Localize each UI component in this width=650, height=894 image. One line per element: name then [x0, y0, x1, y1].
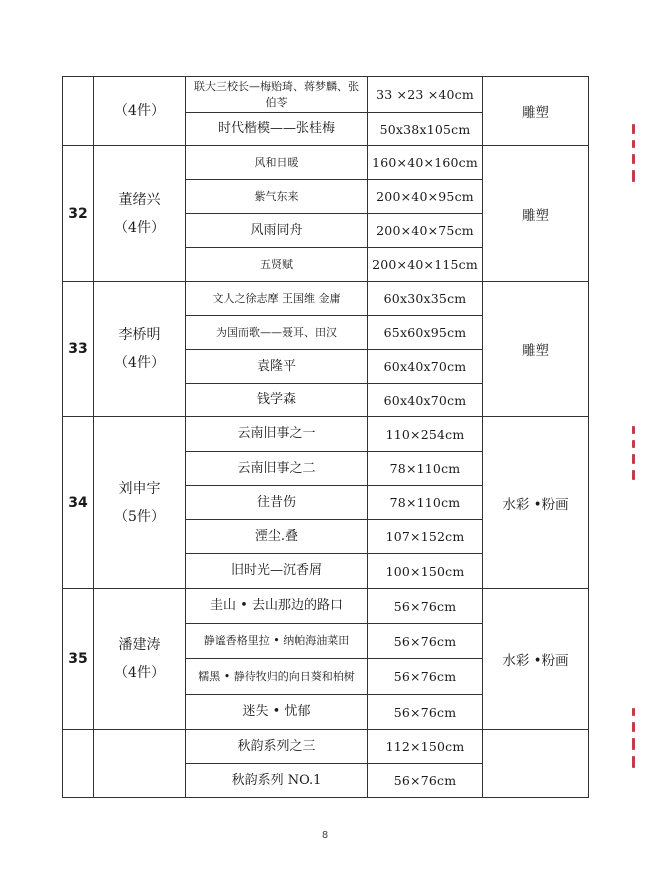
- work-size: 160×40×160cm: [368, 146, 483, 180]
- work-title: 紫气东来: [186, 180, 368, 214]
- work-title: 云南旧事之一: [186, 417, 368, 452]
- page-number: 8: [321, 830, 329, 841]
- work-size: 50x38x105cm: [368, 113, 483, 146]
- work-size: 200×40×75cm: [368, 214, 483, 248]
- work-title: 风雨同舟: [186, 214, 368, 248]
- table-row: [63, 417, 589, 452]
- work-size: 112×150cm: [368, 730, 483, 764]
- work-size: 200×40×115cm: [368, 248, 483, 282]
- entry-number: 32: [63, 146, 94, 282]
- work-title: 旧时光—沉香屑: [186, 554, 368, 589]
- artist-cell: [94, 417, 186, 589]
- work-title: 袁隆平: [186, 350, 368, 384]
- work-size: 60x30x35cm: [368, 282, 483, 316]
- artist-cell: [94, 589, 186, 730]
- work-title: 静谧香格里拉 • 纳帕海油菜田: [186, 624, 368, 659]
- entry-number: 34: [63, 417, 94, 589]
- work-size: 100×150cm: [368, 554, 483, 589]
- table-row: [63, 146, 589, 180]
- work-title: 云南旧事之二: [186, 452, 368, 486]
- work-title: 为国而歌——聂耳、田汉: [186, 316, 368, 350]
- work-size: 60x40x70cm: [368, 384, 483, 417]
- work-title: 迷失 • 忧郁: [186, 695, 368, 730]
- entry-number: [63, 77, 94, 146]
- work-title: 往昔伤: [186, 486, 368, 520]
- artist-cell: [94, 730, 186, 798]
- work-title: 秋韵系列 NO.1: [186, 764, 368, 798]
- artist-work-count: （4件）: [114, 665, 165, 681]
- work-title: 糯黑 • 静待牧归的向日葵和柏树: [186, 659, 368, 695]
- work-title: 秋韵系列之三: [186, 730, 368, 764]
- entry-number: [63, 730, 94, 798]
- work-title: 圭山 • 去山那边的路口: [186, 589, 368, 624]
- stamp-bleed-mark: [626, 118, 640, 188]
- entry-number: 35: [63, 589, 94, 730]
- work-type: 雕塑: [483, 146, 589, 282]
- artist-work-count: （4件）: [114, 355, 165, 371]
- artist-work-count: （4件）: [114, 219, 165, 236]
- table-row: [63, 589, 589, 624]
- artist-name: 董绪兴: [118, 191, 161, 208]
- work-size: 78×110cm: [368, 452, 483, 486]
- artworks-table: [62, 76, 589, 798]
- work-title: 钱学森: [186, 384, 368, 417]
- work-type: 雕塑: [483, 282, 589, 417]
- work-size: 78×110cm: [368, 486, 483, 520]
- work-size: 56×76cm: [368, 695, 483, 730]
- work-size: 56×76cm: [368, 764, 483, 798]
- work-size: 65x60x95cm: [368, 316, 483, 350]
- artist-name: 李桥明: [118, 327, 161, 343]
- table-row: [63, 77, 589, 113]
- artist-name: 刘申宇: [118, 480, 161, 497]
- table-row: [63, 730, 589, 764]
- work-title: 湮尘.叠: [186, 520, 368, 554]
- work-size: 200×40×95cm: [368, 180, 483, 214]
- artist-cell: [94, 77, 186, 146]
- stamp-bleed-mark: [626, 420, 640, 486]
- work-title: 五贤赋: [186, 248, 368, 282]
- work-title: 联大三校长—梅贻琦、蒋梦麟、张伯苓: [186, 77, 368, 113]
- work-type: 雕塑: [483, 77, 589, 146]
- work-type: [483, 730, 589, 798]
- artist-cell: [94, 282, 186, 417]
- artist-name: 潘建涛: [118, 637, 161, 653]
- work-title: 时代楷模——张桂梅: [186, 113, 368, 146]
- stamp-bleed-mark: [626, 702, 640, 774]
- work-size: 60x40x70cm: [368, 350, 483, 384]
- work-title: 风和日暖: [186, 146, 368, 180]
- work-title: 文人之徐志摩 王国维 金庸: [186, 282, 368, 316]
- work-type: 水彩 •粉画: [483, 589, 589, 730]
- work-size: 56×76cm: [368, 624, 483, 659]
- work-size: 56×76cm: [368, 589, 483, 624]
- artist-work-count: （4件）: [114, 103, 165, 119]
- artist-work-count: （5件）: [114, 508, 165, 525]
- entry-number: 33: [63, 282, 94, 417]
- work-size: 110×254cm: [368, 417, 483, 452]
- work-size: 56×76cm: [368, 659, 483, 695]
- work-type: 水彩 •粉画: [483, 417, 589, 589]
- table-row: [63, 282, 589, 316]
- work-size: 107×152cm: [368, 520, 483, 554]
- work-size: 33 ×23 ×40cm: [368, 77, 483, 113]
- artist-cell: [94, 146, 186, 282]
